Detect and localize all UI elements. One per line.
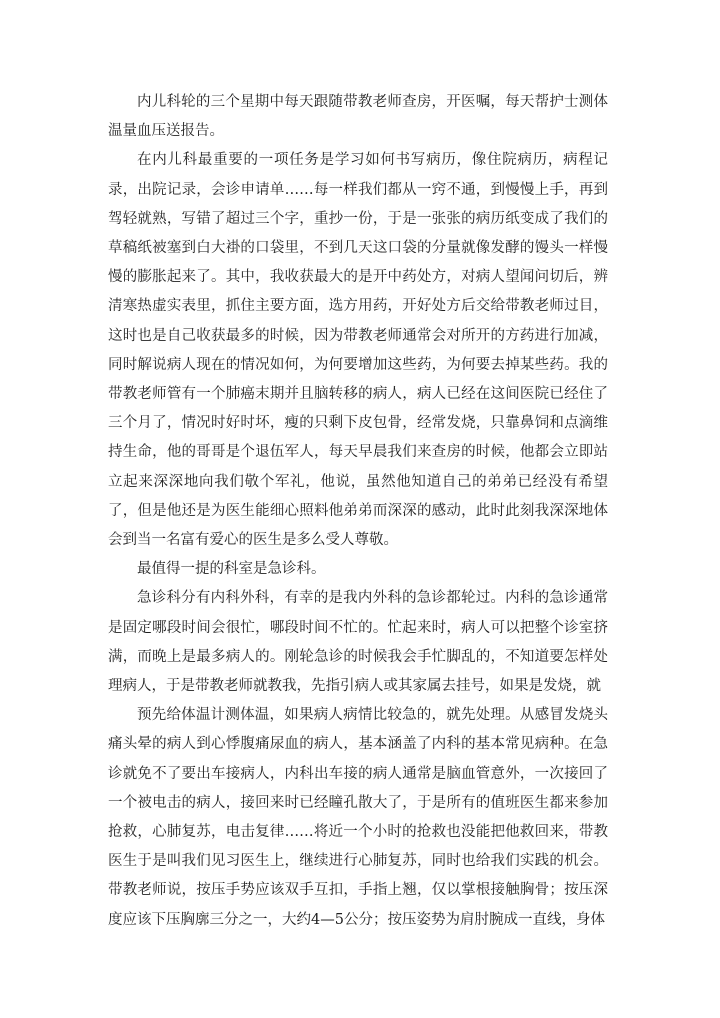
paragraph-emergency-intro: 最值得一提的科室是急诊科。 [137,561,326,578]
document-body [108,88,608,935]
paragraph-medical-records: 在内儿科最重要的一项任务是学习如何书写病历，像住院病历，病程记录，出院记录，会诊申请单……每一样我们都从一窍不通，到慢慢上手，再到驾轻就熟，写错了超过三个字，重抄一份，于是一张张的病历纸变成了我们的草稿纸被塞到白大褂的口袋里，不到几天这口袋的分量就像发酵的馒头一样慢慢的膨胀起来了。其中，我收获最大的是开中药处方，对病人望闻问切后，辨清寒热虚实表里，抓住主要方面，选方用药，开好处方后交给带教老师过目，这时也是自己收获最多的时候，因为带教老师通常会对所开的方药进行加减，同时解说病人现在的情况如何，为何要增加这些药，为何要去掉某些药。我的带教老师管有一个肺癌末期并且脑转移的病人，病人已经在这间医院已经住了三个月了，情况时好时坏，瘦的只剩下皮包骨，经常发烧，只靠鼻饲和点滴维持生命，他的哥哥是个退伍军人，每天早晨我们来查房的时候，他都会立即站立起来深深地向我们敬个军礼，他说，虽然他知道自己的弟弟已经没有希望了，但是他还是为医生能细心照料他弟弟而深深的感动，此时此刻我深深地体会到当一名富有爱心的医生是多么受人尊敬。 [108,152,608,549]
paragraph-emergency-department: 急诊科分有内科外科，有幸的是我内外科的急诊都轮过。内科的急诊通常是固定哪段时间会很忙，哪段时间不忙的。忙起来时，病人可以把整个诊室挤满，而晚上是最多病人的。刚轮急诊的时候我会手忙脚乱的，不知道要怎样处理病人，于是带教老师就教我，先指引病人或其家属去挂号，如果是发烧，就 [108,590,608,695]
paragraph-emergency-cases: 预先给体温计测体温，如果病人病情比较急的，就先处理。从感冒发烧头痛头晕的病人到心悸腹痛尿血的病人，基本涵盖了内科的基本常见病种。在急诊就免不了要出车接病人，内科出车接的病人通常是脑血管意外，一次接回了一个被电击的病人，接回来时已经瞳孔散大了，于是所有的值班医生都来参加抢救，心肺复苏，电击复律……将近一个小时的抢救也没能把他救回来，带教医生于是叫我们见习医生上，继续进行心肺复苏，同时也给我们实践的机会。带教老师说，按压手势应该双手互扣，手指上翘，仅以掌根接触胸骨；按压深度应该下压胸廓三分之一，大约4—5公分；按压姿势为肩肘腕成一直线，身体 [108,707,608,928]
paragraph-internal-pediatrics-rotation: 内儿科轮的三个星期中每天跟随带教老师查房，开医嘱，每天帮护士测体温量血压送报告。 [108,94,608,140]
